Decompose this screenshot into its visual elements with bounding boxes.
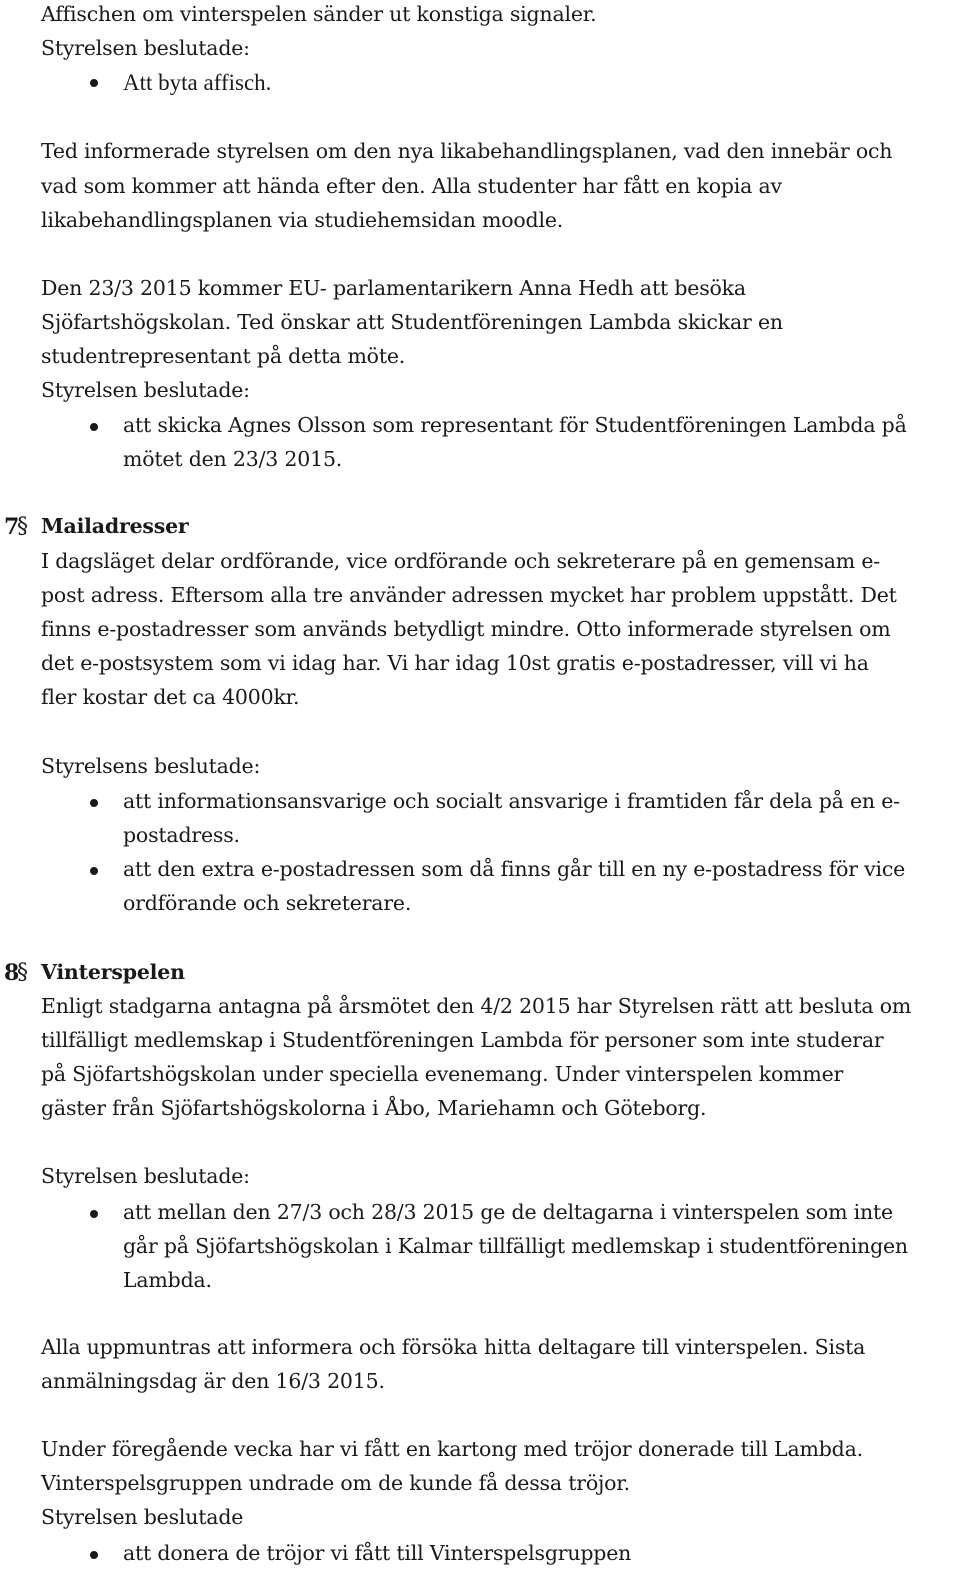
paragraph-line: Under föregående vecka har vi fått en kartong med tröjor donerade till Lambda. (41, 1437, 863, 1461)
paragraph-line: I dagsläget delar ordförande, vice ordförande och sekreterare på en gemensam e- (41, 549, 880, 573)
section-symbol: § (17, 960, 28, 985)
paragraph-line: Enligt stadgarna antagna på årsmötet den 4/2 2015 har Styrelsen rätt att besluta om (41, 994, 912, 1018)
decision-item: Att byta affisch. (123, 70, 272, 95)
section-symbol: § (17, 514, 28, 539)
decision-item: Lambda. (123, 1268, 212, 1292)
paragraph-line: gäster från Sjöfartshögskolorna i Åbo, Mariehamn och Göteborg. (41, 1096, 707, 1120)
section-title: Vinterspelen (41, 960, 185, 984)
paragraph-line: likabehandlingsplanen via studiehemsidan moodle. (41, 208, 564, 232)
paragraph-line: tillfälligt medlemskap i Studentföreningen Lambda för personer som inte studerar (41, 1028, 884, 1052)
paragraph-line: studentrepresentant på detta möte. (41, 344, 406, 368)
section-number: 7 (4, 514, 20, 540)
bullet-icon (90, 1210, 98, 1218)
paragraph-line: Ted informerade styrelsen om den nya likabehandlingsplanen, vad den innebär och (41, 139, 893, 163)
decision-label: Styrelsen beslutade (41, 1505, 244, 1529)
decision-label: Styrelsens beslutade: (41, 754, 261, 778)
paragraph-line: Sjöfartshögskolan. Ted önskar att Studentföreningen Lambda skickar en (41, 310, 783, 334)
decision-label: Styrelsen beslutade: (41, 1164, 250, 1188)
bullet-icon (90, 423, 98, 431)
paragraph-line: det e-postsystem som vi idag har. Vi har idag 10st gratis e-postadresser, vill vi ha (41, 651, 869, 675)
decision-item: att skicka Agnes Olsson som representant för Studentföreningen Lambda på (123, 413, 907, 437)
decision-item: postadress. (123, 823, 240, 847)
decision-item: att den extra e-postadressen som då finns går till en ny e-postadress för vice (123, 857, 906, 881)
bullet-icon (90, 867, 98, 875)
paragraph-line: vad som kommer att hända efter den. Alla studenter har fått en kopia av (41, 174, 782, 198)
section-title: Mailadresser (41, 514, 189, 538)
paragraph-line: fler kostar det ca 4000kr. (41, 685, 300, 709)
decision-item: mötet den 23/3 2015. (123, 447, 343, 471)
paragraph-line: Vinterspelsgruppen undrade om de kunde få dessa tröjor. (41, 1471, 630, 1495)
section-number: 8 (4, 960, 20, 986)
paragraph-line: Alla uppmuntras att informera och försöka hitta deltagare till vinterspelen. Sista (41, 1335, 866, 1359)
paragraph-line: Affischen om vinterspelen sänder ut konstiga signaler. (41, 2, 597, 26)
decision-item: att mellan den 27/3 och 28/3 2015 ge de deltagarna i vinterspelen som inte (123, 1200, 893, 1224)
paragraph-line: post adress. Eftersom alla tre använder adressen mycket har problem uppstått. Det (41, 583, 897, 607)
decision-item: att donera de tröjor vi fått till Vinterspelsgruppen (123, 1541, 632, 1565)
paragraph-line: på Sjöfartshögskolan under speciella evenemang. Under vinterspelen kommer (41, 1062, 844, 1086)
decision-item: går på Sjöfartshögskolan i Kalmar tillfälligt medlemskap i studentföreningen (123, 1234, 908, 1258)
paragraph-line: Den 23/3 2015 kommer EU- parlamentarikern Anna Hedh att besöka (41, 276, 746, 300)
bullet-icon (90, 799, 98, 807)
decision-item: att informationsansvarige och socialt ansvarige i framtiden får dela på en e- (123, 789, 900, 813)
decision-item: ordförande och sekreterare. (123, 891, 412, 915)
decision-label: Styrelsen beslutade: (41, 36, 250, 60)
decision-label: Styrelsen beslutade: (41, 378, 250, 402)
paragraph-line: finns e-postadresser som används betydligt mindre. Otto informerade styrelsen om (41, 617, 891, 641)
bullet-icon (90, 1551, 98, 1559)
paragraph-line: anmälningsdag är den 16/3 2015. (41, 1369, 385, 1393)
bullet-icon (90, 79, 98, 87)
